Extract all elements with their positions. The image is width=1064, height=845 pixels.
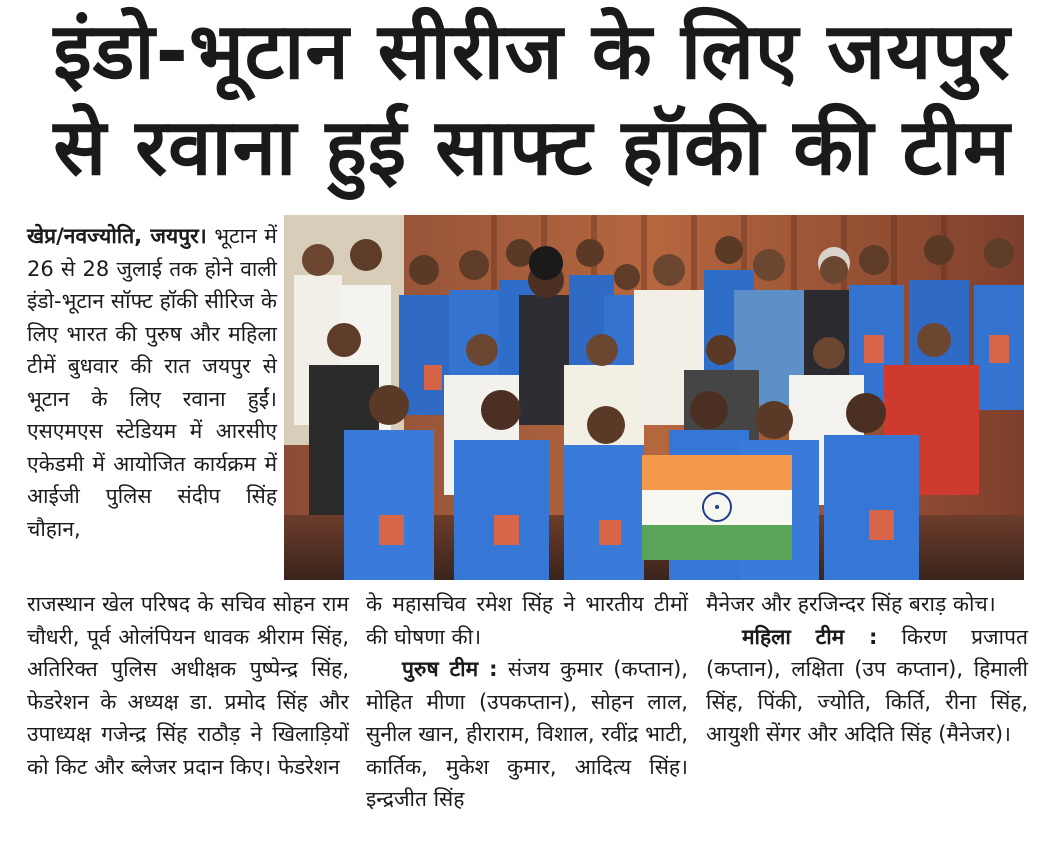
article-col1-top <box>27 220 277 545</box>
article-col3 <box>706 588 1028 751</box>
team-photo-drawing <box>284 215 1024 580</box>
col3-intro: मैनेजर और हरजिन्दर सिंह बराड़ कोच। <box>706 592 996 616</box>
col2-intro: के महासचिव रमेश सिंह ने भारतीय टीमों की घोषणा की। <box>366 592 688 649</box>
men-team-list: संजय कुमार (कप्तान), मोहित मीणा (उपकप्तान), सोहन लाल, सुनील खान, हीराराम, विशाल, रवींद्र भाटी, कार्तिक, मुकेश कुमार, आदित्य सिंह। इन्द्रजीत सिंह <box>366 657 688 811</box>
headline-line-2: से रवाना हुई साफ्ट हॉकी की टीम <box>53 103 1011 193</box>
article-col1-bottom <box>27 588 349 783</box>
women-team-list: किरण प्रजापत (कप्तान), लक्षिता (उप कप्तान), हिमाली सिंह, पिंकी, ज्योति, किर्ति, रीना सिंह, आयुशी सेंगर और अदिति सिंह (मैनेजर)। <box>706 624 1028 746</box>
headline <box>0 4 1064 196</box>
women-team-label: महिला टीम : <box>742 624 878 649</box>
team-photo <box>284 215 1024 580</box>
dateline: खेप्र/नवज्योति, जयपुर। <box>27 224 207 248</box>
col1-top-text: भूटान में 26 से 28 जुलाई तक होने वाली इंडो-भूटान सॉफ्ट हॉकी सीरिज के लिए भारत की पुरुष और महिला टीमें बुधवार की रात जयपुर से भूटान के लिए रवाना हुईं। एसएमएस स्टेडियम में आरसीए एकेडमी में आयोजित कार्यक्रम में आईजी पुलिस संदीप सिंह चौहान, <box>27 224 277 541</box>
men-team-label: पुरुष टीम : <box>402 657 498 681</box>
article-col2 <box>366 588 688 816</box>
col1-bottom-text: राजस्थान खेल परिषद के सचिव सोहन राम चौधरी, पूर्व ओलंपियन धावक श्रीराम सिंह, अतिरिक्त पुलिस अधीक्षक पुष्पेन्द्र सिंह, फेडरेशन के अध्यक्ष डा. प्रमोद सिंह और उपाध्यक्ष गजेन्द्र सिंह राठौड़ ने खिलाड़ियों को किट और ब्लेजर प्रदान किए। फेडरेशन <box>27 592 349 779</box>
indian-flag <box>642 455 792 560</box>
headline-line-1: इंडो-भूटान सीरीज के लिए जयपुर <box>53 7 1011 97</box>
